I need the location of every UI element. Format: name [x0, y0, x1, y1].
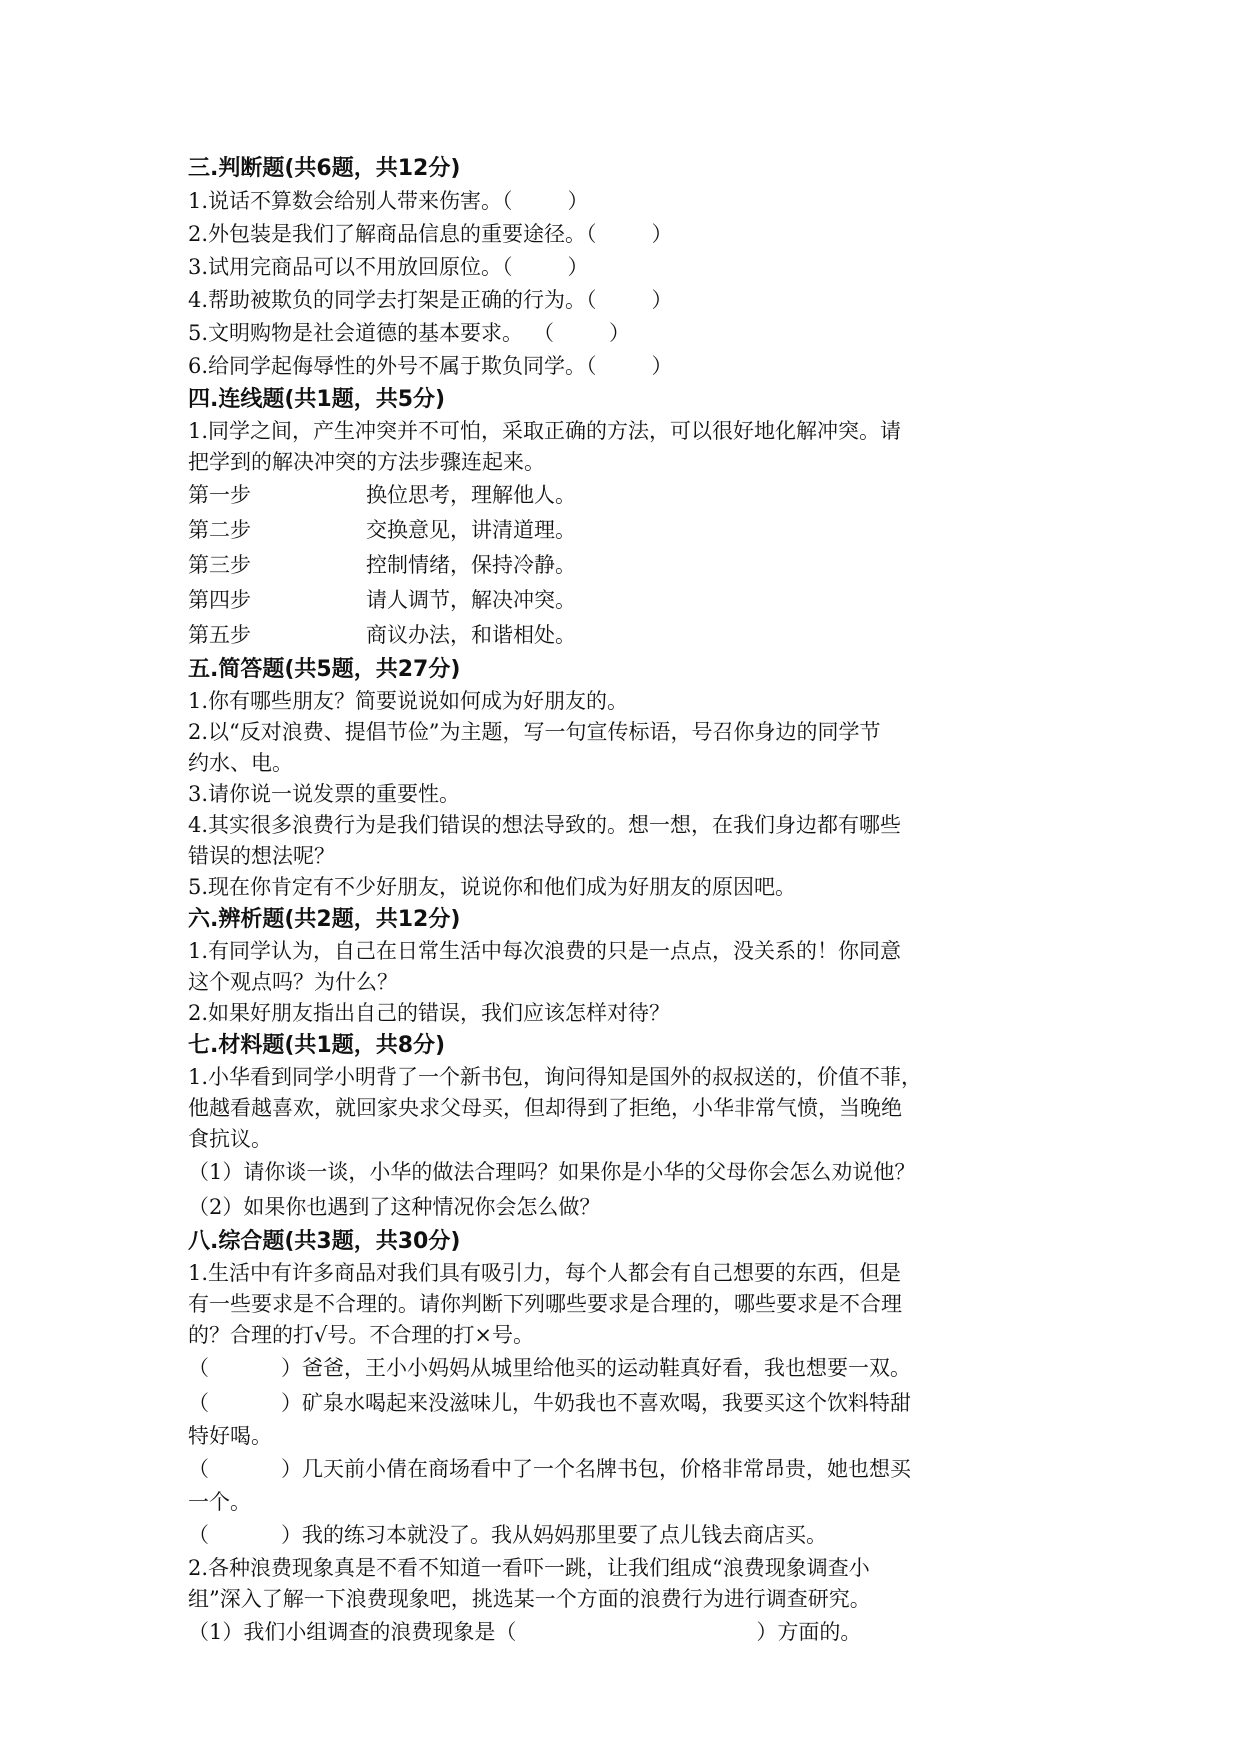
- step-label: 第四步: [188, 588, 251, 612]
- exam-content: [188, 152, 1068, 1650]
- question-text: 2.以“反对浪费、提倡节俭”为主题，写一句宣传标语，号召你身边的同学节: [188, 720, 881, 744]
- sub-question: （1）我们小组调查的浪费现象是（ ）方面的。: [188, 1620, 862, 1644]
- question-text: 1.小华看到同学小明背了一个新书包，询问得知是国外的叔叔送的，价值不菲，: [188, 1065, 923, 1089]
- question-text: 组”深入了解一下浪费现象吧，挑选某一个方面的浪费行为进行调查研究。: [188, 1587, 871, 1611]
- question-text: 的？合理的打√号。不合理的打×号。: [188, 1323, 534, 1347]
- section-title-comprehensive: 八.综合题(共3题，共30分): [188, 1229, 461, 1254]
- step-label: 第二步: [188, 518, 251, 542]
- step-label: 第三步: [188, 553, 251, 577]
- matching-row: [188, 548, 1068, 583]
- matching-row: [188, 478, 1068, 513]
- option-item-continuation: 特好喝。: [188, 1424, 272, 1448]
- question-text: 约水、电。: [188, 751, 293, 775]
- question-text: 4.其实很多浪费行为是我们错误的想法导致的。想一想，在我们身边都有哪些: [188, 813, 902, 837]
- question-text: 他越看越喜欢，就回家央求父母买，但却得到了拒绝，小华非常气愤，当晚绝: [188, 1096, 902, 1120]
- option-item: （ ）矿泉水喝起来没滋味儿，牛奶我也不喜欢喝，我要买这个饮料特甜: [188, 1391, 911, 1415]
- judgement-item: 2.外包装是我们了解商品信息的重要途径。（ ）: [188, 222, 673, 246]
- question-text: 1.同学之间，产生冲突并不可怕，采取正确的方法，可以很好地化解冲突。请: [188, 419, 902, 443]
- question-text: 错误的想法呢？: [188, 844, 335, 868]
- question-text: 食抗议。: [188, 1127, 272, 1151]
- section-title-analysis: 六.辨析题(共2题，共12分): [188, 907, 461, 932]
- question-text: 有一些要求是不合理的。请你判断下列哪些要求是合理的，哪些要求是不合理: [188, 1292, 902, 1316]
- section-title-material: 七.材料题(共1题，共8分): [188, 1033, 446, 1058]
- question-text: 2.如果好朋友指出自己的错误，我们应该怎样对待？: [188, 1001, 671, 1025]
- method-label: 换位思考，理解他人。: [366, 483, 576, 507]
- judgement-item: 5.文明购物是社会道德的基本要求。 （ ）: [188, 321, 631, 345]
- option-item: （ ）爸爸，王小小妈妈从城里给他买的运动鞋真好看，我也想要一双。: [188, 1356, 911, 1380]
- method-label: 交换意见，讲清道理。: [366, 518, 576, 542]
- question-text: 这个观点吗？为什么？: [188, 970, 398, 994]
- option-item: （ ）几天前小倩在商场看中了一个名牌书包，价格非常昂贵，她也想买: [188, 1457, 911, 1481]
- step-label: 第一步: [188, 483, 251, 507]
- question-text: 1.你有哪些朋友？简要说说如何成为好朋友的。: [188, 689, 629, 713]
- question-text: 3.请你说一说发票的重要性。: [188, 782, 461, 806]
- matching-row: [188, 513, 1068, 548]
- sub-question: （1）请你谈一谈，小华的做法合理吗？如果你是小华的父母你会怎么劝说他？: [188, 1160, 916, 1184]
- judgement-item: 4.帮助被欺负的同学去打架是正确的行为。（ ）: [188, 288, 673, 312]
- question-text: 1.有同学认为，自己在日常生活中每次浪费的只是一点点，没关系的！你同意: [188, 939, 902, 963]
- judgement-item: 3.试用完商品可以不用放回原位。（ ）: [188, 255, 589, 279]
- method-label: 商议办法，和谐相处。: [366, 623, 576, 647]
- method-label: 控制情绪，保持冷静。: [366, 553, 576, 577]
- judgement-item: 6.给同学起侮辱性的外号不属于欺负同学。（ ）: [188, 354, 673, 378]
- matching-row: [188, 583, 1068, 618]
- question-text: 1.生活中有许多商品对我们具有吸引力，每个人都会有自己想要的东西，但是: [188, 1261, 902, 1285]
- judgement-item: 1.说话不算数会给别人带来伤害。（ ）: [188, 189, 589, 213]
- question-text: 5.现在你肯定有不少好朋友，说说你和他们成为好朋友的原因吧。: [188, 875, 797, 899]
- question-text: 2.各种浪费现象真是不看不知道一看吓一跳，让我们组成“浪费现象调查小: [188, 1556, 870, 1580]
- sub-question: （2）如果你也遇到了这种情况你会怎么做？: [188, 1195, 601, 1219]
- matching-row: [188, 618, 1068, 653]
- option-item-continuation: 一个。: [188, 1490, 251, 1514]
- step-label: 第五步: [188, 623, 251, 647]
- question-text: 把学到的解决冲突的方法步骤连起来。: [188, 450, 545, 474]
- option-item: （ ）我的练习本就没了。我从妈妈那里要了点儿钱去商店买。: [188, 1523, 827, 1547]
- section-title-matching: 四.连线题(共1题，共5分): [188, 387, 446, 412]
- section-title-short-answer: 五.简答题(共5题，共27分): [188, 657, 461, 682]
- method-label: 请人调节，解决冲突。: [366, 588, 576, 612]
- section-title-judgement: 三.判断题(共6题，共12分): [188, 156, 461, 181]
